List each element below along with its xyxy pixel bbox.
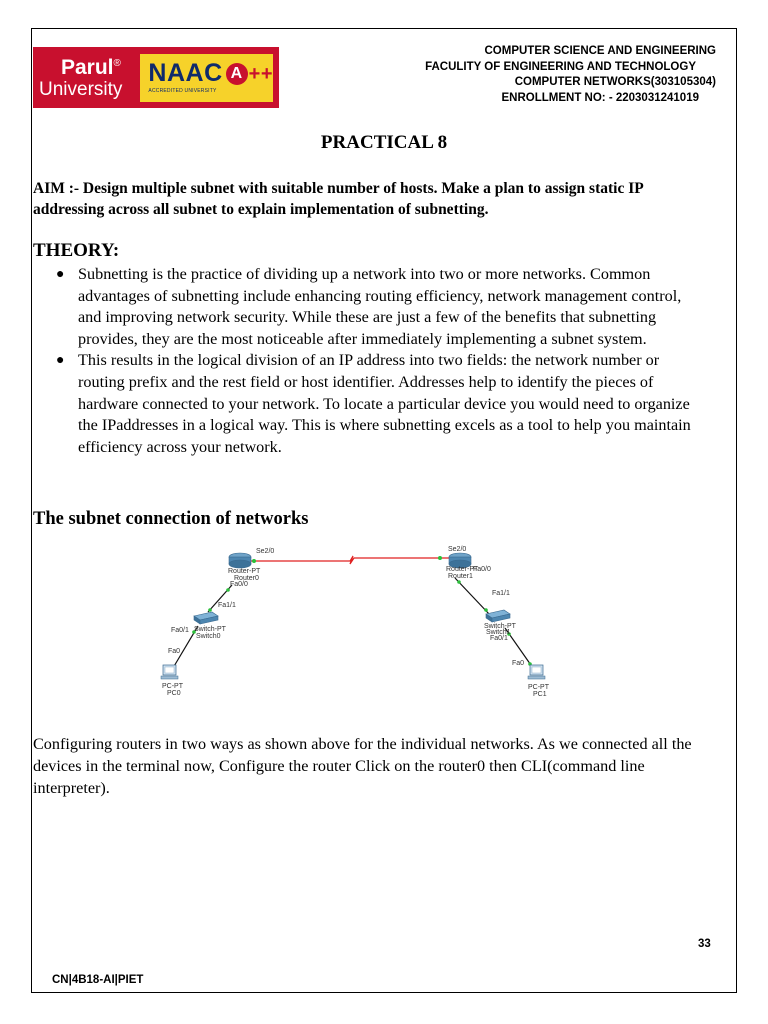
theory-heading: THEORY: <box>33 240 120 261</box>
serial-link <box>245 556 450 564</box>
pc0-label: PC-PT <box>162 683 183 690</box>
router1-port-fa: Fa0/0 <box>473 566 491 573</box>
pc0-icon <box>161 665 178 679</box>
switch1-port-down: Fa0/1 <box>490 635 508 642</box>
page-number: 33 <box>698 938 711 950</box>
switch0-sublabel: Switch0 <box>196 633 221 640</box>
switch0-port-down: Fa0/1 <box>171 627 189 634</box>
document-header <box>425 44 716 106</box>
footer-code: CN|4B18-AI|PIET <box>52 974 144 986</box>
router1-label: Router-PT <box>446 566 479 573</box>
pc0-port: Fa0 <box>168 648 181 655</box>
bullet-text: Subnetting is the practice of dividing up a network into two or more networks. Common advantages of subnetting include enhancing routing efficiency, network management control, and improving network security. While these are just a few of the benefits that subnetting provides, they are the most noticeable after immediately implementing a subnet system. <box>78 265 682 348</box>
router0-icon <box>229 553 251 568</box>
university-logo <box>33 47 279 108</box>
logo-univ-word: University <box>39 78 123 100</box>
naac-badge <box>140 54 273 102</box>
naac-text: NAAC <box>148 59 223 87</box>
bullet-text: This results in the logical division of an IP address into two fields: the network number or routing prefix and the rest field or host identifier. Addresses help to identify the pieces of hardware connected to your network. To locate a particular device you would need to organize the IPaddresses in a logical way. This is where subnetting excels as a tool to help you maintain efficiency across your network. <box>78 351 691 456</box>
network-topology-diagram <box>150 540 570 710</box>
header-faculty: FACULITY OF ENGINEERING AND TECHNOLOGY <box>425 60 696 73</box>
bullet-icon: ● <box>56 353 65 369</box>
switch0-icon <box>194 612 218 624</box>
router1-port-se: Se2/0 <box>448 546 467 553</box>
logo-univ-name: Parul <box>61 55 114 79</box>
switch0-port-up: Fa1/1 <box>218 602 236 609</box>
subnet-heading: The subnet connection of networks <box>33 509 309 529</box>
theory-list <box>50 264 692 458</box>
switch1-icon <box>486 610 510 622</box>
bullet-icon: ● <box>56 267 65 282</box>
link-status-dot <box>484 608 488 612</box>
header-course: COMPUTER NETWORKS(303105304) <box>514 76 716 88</box>
aim-statement: AIM :- Design multiple subnet with suitable number of hosts. Make a plan to assign static IP addressing across all subnet to explain implementation of subnetting. <box>33 180 643 218</box>
link-status-dot <box>252 559 256 563</box>
link-status-dot <box>457 580 461 584</box>
link-status-dot <box>208 608 212 612</box>
page-title: PRACTICAL 8 <box>320 132 448 153</box>
parul-logo <box>33 47 140 108</box>
naac-plus: ++ <box>248 62 273 85</box>
pc1-port: Fa0 <box>512 660 525 667</box>
theory-bullet <box>50 264 692 350</box>
router1-sublabel: Router1 <box>448 573 473 580</box>
router0-sublabel: Router0 <box>234 575 259 582</box>
logo-registered-mark: ® <box>113 57 121 69</box>
switch1-label: Switch-PT <box>484 623 516 630</box>
header-department: COMPUTER SCIENCE AND ENGINEERING <box>484 45 716 57</box>
switch0-label: Switch-PT <box>194 626 226 633</box>
pc0-sublabel: PC0 <box>167 690 181 697</box>
switch1-port-up: Fa1/1 <box>492 590 510 597</box>
link-status-dot <box>438 556 442 560</box>
pc1-label: PC-PT <box>528 684 549 691</box>
router0-label: Router-PT <box>228 568 261 575</box>
router0-port-fa: Fa0/0 <box>230 581 248 588</box>
naac-subtitle: ACCREDITED UNIVERSITY <box>148 88 217 94</box>
configuration-paragraph: Configuring routers in two ways as shown above for the individual networks. As we connected all the devices in the terminal now, Configure the router Click on the router0 then CLI(command line interpreter). <box>33 735 692 797</box>
switch1-sublabel: Switch1 <box>486 629 511 636</box>
header-enrollment: ENROLLMENT NO: - 2203031241019 <box>501 91 699 104</box>
naac-grade: A <box>226 63 248 85</box>
theory-bullet <box>50 350 692 458</box>
pc1-icon <box>528 665 545 679</box>
router0-port-se: Se2/0 <box>256 548 275 555</box>
pc1-sublabel: PC1 <box>533 691 547 698</box>
link-status-dot <box>226 588 230 592</box>
